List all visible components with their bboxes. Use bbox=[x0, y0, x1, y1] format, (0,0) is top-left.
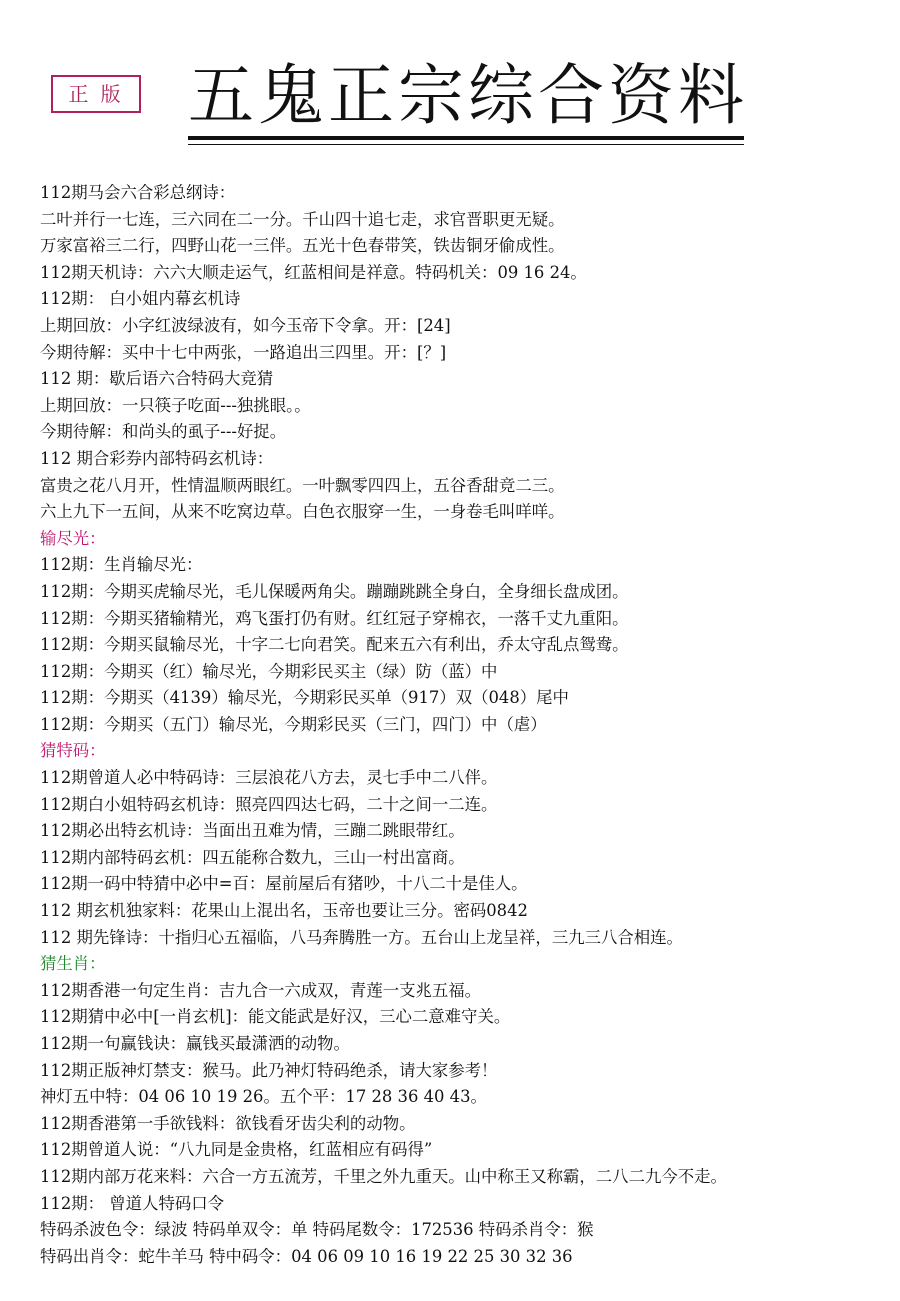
text-line: 112期：今期买鼠输尽光，十字二七向君笑。配来五六有利出，乔太守乱点鸳鸯。 bbox=[40, 635, 629, 655]
text-line: 上期回放：小字红波绿波有，如今玉帝下令拿。开：[24] bbox=[40, 315, 451, 335]
text-line: 112期香港一句定生肖：吉九合一六成双，青莲一支兆五福。 bbox=[40, 980, 482, 1000]
section-heading: 输尽光： bbox=[40, 528, 106, 548]
text-line: 二叶并行一七连，三六同在二一分。千山四十追七走，求官晋职更无疑。 bbox=[40, 209, 565, 229]
text-line: 112期猜中必中[一肖玄机]：能文能武是好汉，三心二意难守关。 bbox=[40, 1007, 511, 1027]
text-line: 六上九下一五间，从来不吃窝边草。白色衣服穿一生，一身卷毛叫咩咩。 bbox=[40, 502, 565, 522]
text-line: 富贵之花八月开，性情温顺两眼红。一叶飘零四四上，五谷香甜竞二三。 bbox=[40, 475, 565, 495]
text-line: 112期：今期买（4139）输尽光，今期彩民买单（917）双（048）尾中 bbox=[40, 688, 569, 708]
text-line: 神灯五中特：04 06 10 19 26。五个平：17 28 36 40 43。 bbox=[40, 1087, 487, 1107]
text-line: 112期：今期买虎输尽光，毛儿保暖两角尖。蹦蹦跳跳全身白，全身细长盘成团。 bbox=[40, 581, 629, 601]
text-line: 112 期玄机独家料：花果山上混出名，玉帝也要让三分。密码0842 bbox=[40, 901, 528, 921]
text-line: 112期香港第一手欲钱料：欲钱看牙齿尖利的动物。 bbox=[40, 1113, 416, 1133]
section-heading: 猜特码： bbox=[40, 741, 106, 761]
text-line: 112 期合彩券内部特码玄机诗： bbox=[40, 448, 274, 468]
text-line: 112期正版神灯禁支：猴马。此乃神灯特码绝杀，请大家参考！ bbox=[40, 1060, 498, 1080]
text-line: 上期回放：一只筷子吃面---独挑眼。。 bbox=[40, 395, 311, 415]
text-line: 112期内部万花来料：六合一方五流芳，千里之外九重天。山中称王又称霸，二八二九今不走。 bbox=[40, 1166, 727, 1186]
text-line: 112期一句赢钱诀：赢钱买最潇洒的动物。 bbox=[40, 1034, 350, 1053]
section-heading: 猜生肖： bbox=[40, 954, 106, 974]
text-line: 112期白小姐特码玄机诗：照亮四四达七码，二十之间一二连。 bbox=[40, 794, 498, 814]
text-line: 112期：生肖输尽光： bbox=[40, 555, 203, 575]
text-line: 112期曾道人说：“八九同是金贵格，红蓝相应有码得” bbox=[40, 1140, 433, 1160]
text-line: 112期必出特玄机诗：当面出丑难为情，三蹦二跳眼带红。 bbox=[40, 821, 465, 841]
text-line: 112期： 白小姐内幕玄机诗 bbox=[40, 289, 241, 309]
text-line: 万家富裕三二行，四野山花一三伴。五光十色春带笑，铁齿铜牙偷成性。 bbox=[40, 236, 565, 256]
text-line: 112期马会六合彩总纲诗： bbox=[40, 183, 236, 202]
text-line: 112期：今期买猪输精光，鸡飞蛋打仍有财。红红冠子穿棉衣，一落千丈九重阳。 bbox=[40, 608, 629, 628]
text-line: 特码出肖令：蛇牛羊马 特中码令：04 06 09 10 16 19 22 25 30 32 36 bbox=[40, 1246, 573, 1266]
text-line: 112 期：歇后语六合特码大竞猜 bbox=[40, 369, 274, 389]
text-line: 112期天机诗：六六大顺走运气，红蓝相间是祥意。特码机关：09 16 24。 bbox=[40, 262, 587, 282]
text-line: 112期内部特码玄机：四五能称合数九，三山一村出富商。 bbox=[40, 847, 465, 867]
title-underline-thin bbox=[188, 144, 744, 145]
title-underline-thick bbox=[188, 136, 744, 140]
text-line: 112期一码中特猜中必中=百：屋前屋后有猪吵，十八二十是佳人。 bbox=[40, 874, 528, 894]
page-title: 五鬼正宗综合资料 bbox=[188, 57, 748, 134]
text-line: 112期：今期买（五门）输尽光，今期彩民买（三门，四门）中（虐） bbox=[40, 714, 547, 734]
text-line: 112期：今期买（红）输尽光，今期彩民买主（绿）防（蓝）中 bbox=[40, 661, 498, 681]
text-line: 112期曾道人必中特码诗：三层浪花八方去，灵七手中二八伴。 bbox=[40, 768, 498, 788]
text-line: 特码杀波色令：绿波 特码单双令：单 特码尾数令：172536 特码杀肖令：猴 bbox=[40, 1220, 594, 1240]
text-line: 112期： 曾道人特码口令 bbox=[40, 1193, 225, 1213]
text-line: 112 期先锋诗：十指归心五福临，八马奔腾胜一方。五台山上龙呈祥，三九三八合相连。 bbox=[40, 927, 683, 947]
text-line: 今期待解：和尚头的虱子---好捉。 bbox=[40, 422, 287, 442]
genuine-badge: 正 版 bbox=[51, 75, 141, 113]
text-line: 今期待解：买中十七中两张，一路追出三四里。开：[？] bbox=[40, 342, 447, 362]
content-body bbox=[40, 180, 890, 1270]
